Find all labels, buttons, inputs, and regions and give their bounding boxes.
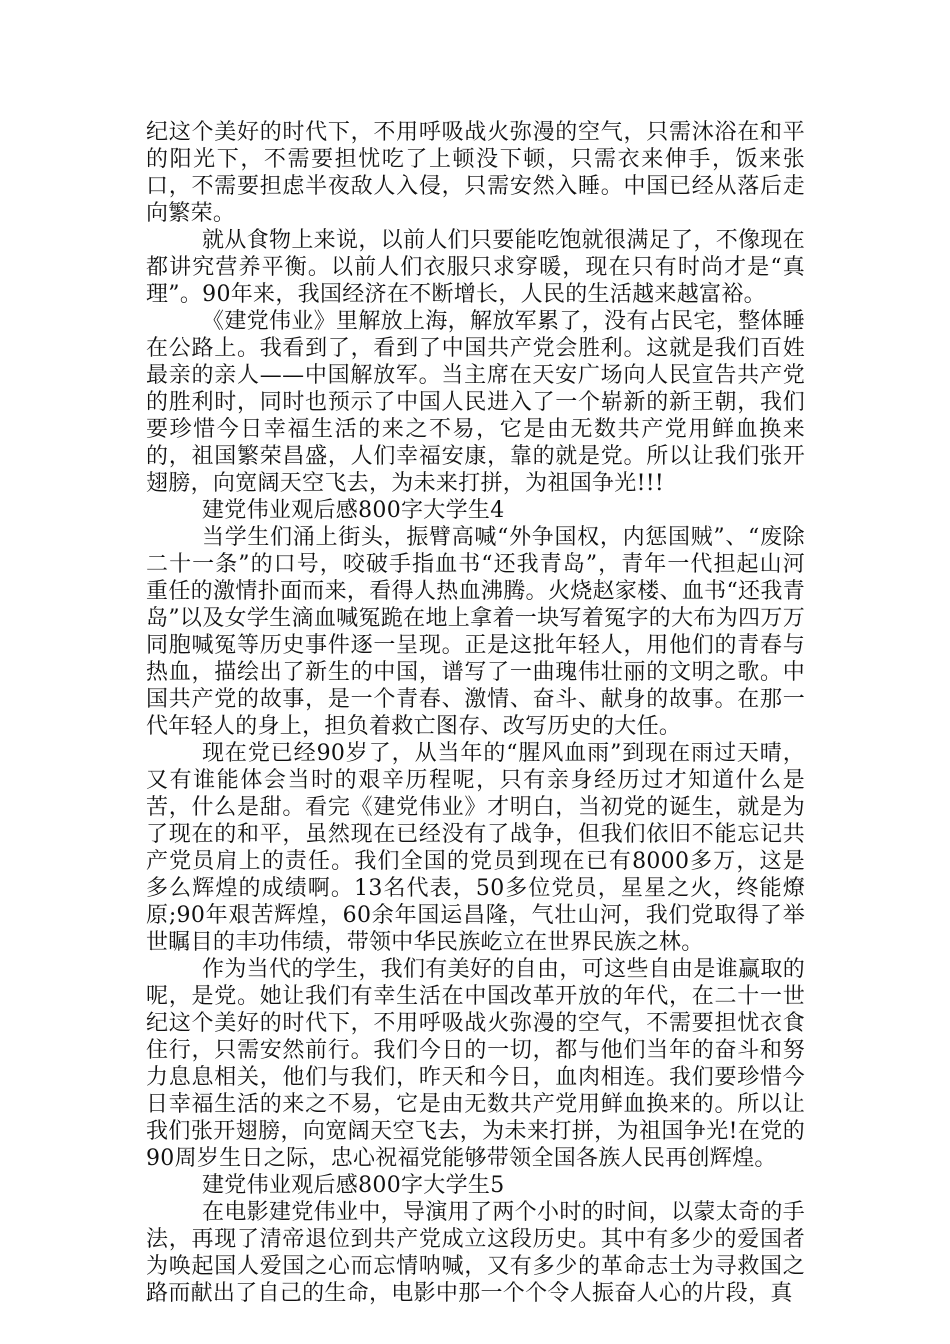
document-page	[146, 119, 805, 1307]
paragraph-party-90: 现在党已经90岁了，从当年的“腥风血雨”到现在雨过天晴，又有谁能体会当时的艰辛历程呢，只有亲身经历过才知道什么是苦，什么是甜。看完《建党伟业》才明白，当初党的诞生，就是为了现在的和平，虽然现在已经没有了战争，但我们依旧不能忘记共产党员肩上的责任。我们全国的党员到现在已有8000多万，这是多么辉煌的成绩啊。13名代表，50多位党员，星星之火，终能燎原;90年艰苦辉煌，60余年国运昌隆，气壮山河，我们党取得了举世瞩目的丰功伟绩，带领中华民族屹立在世界民族之林。	[146, 741, 805, 955]
paragraph-food: 就从食物上来说，以前人们只要能吃饱就很满足了，不像现在都讲究营养平衡。以前人们衣服只求穿暖，现在只有时尚才是“真理”。90年来，我国经济在不断增长，人民的生活越来越富裕。	[146, 228, 805, 307]
paragraph-shanghai: 《建党伟业》里解放上海，解放军累了，没有占民宅，整体睡在公路上。我看到了，看到了中国共产党会胜利。这就是我们百姓最亲的亲人——中国解放军。当主席在天安广场向人民宣告共产党的胜利时，同时也预示了中国人民进入了一个崭新的新王朝，我们要珍惜今日幸福生活的来之不易，它是由无数共产党用鲜血换来的，祖国繁荣昌盛，人们幸福安康，靠的就是党。所以让我们张开翅膀，向宽阔天空飞去，为未来打拼，为祖国争光!!!	[146, 309, 805, 496]
paragraph-continuation: 纪这个美好的时代下，不用呼吸战火弥漫的空气，只需沐浴在和平的阳光下，不需要担忧吃了上顿没下顿，只需衣来伸手，饭来张口，不需要担虑半夜敌人入侵，只需安然入睡。中国已经从落后走向繁荣。	[146, 120, 805, 226]
paragraph-students: 当学生们涌上街头，振臂高喊“外争国权，内惩国贼”、“废除二十一条”的口号，咬破手指血书“还我青岛”，青年一代担起山河重任的激情扑面而来，看得人热血沸腾。火烧赵家楼、血书“还我青岛”以及女学生滴血喊冤跪在地上拿着一块写着冤字的大布为四万万同胞喊冤等历史事件逐一呈现。正是这批年轻人，用他们的青春与热血，描绘出了新生的中国，谱写了一曲瑰伟壮丽的文明之歌。中国共产党的故事，是一个青春、激情、奋斗、献身的故事。在那一代年轻人的身上，担负着救亡图存、改写历史的大任。	[146, 525, 805, 739]
section-heading-4: 建党伟业观后感800字大学生4	[202, 498, 505, 523]
paragraph-film: 在电影建党伟业中，导演用了两个小时的时间，以蒙太奇的手法，再现了清帝退位到共产党成立这段历史。其中有多少的爱国者为唤起国人爱国之心而忘情呐喊，又有多少的革命志士为寻救国之路而献出了自己的生命，电影中那一个个令人振奋人心的片段，真	[146, 1200, 805, 1306]
paragraph-contemporary-students: 作为当代的学生，我们有美好的自由，可这些自由是谁赢取的呢，是党。她让我们有幸生活在中国改革开放的年代，在二十一世纪这个美好的时代下，不用呼吸战火弥漫的空气，不需要担忧衣食住行，只需安然前行。我们今日的一切，都与他们当年的奋斗和努力息息相关，他们与我们，昨天和今日，血肉相连。我们要珍惜今日幸福生活的来之不易，它是由无数共产党用鲜血换来的。所以让我们张开翅膀，向宽阔天空飞去，为未来打拼，为祖国争光!在党的90周岁生日之际，忠心祝福党能够带领全国各族人民再创辉煌。	[146, 957, 805, 1171]
section-heading-5: 建党伟业观后感800字大学生5	[202, 1173, 505, 1198]
